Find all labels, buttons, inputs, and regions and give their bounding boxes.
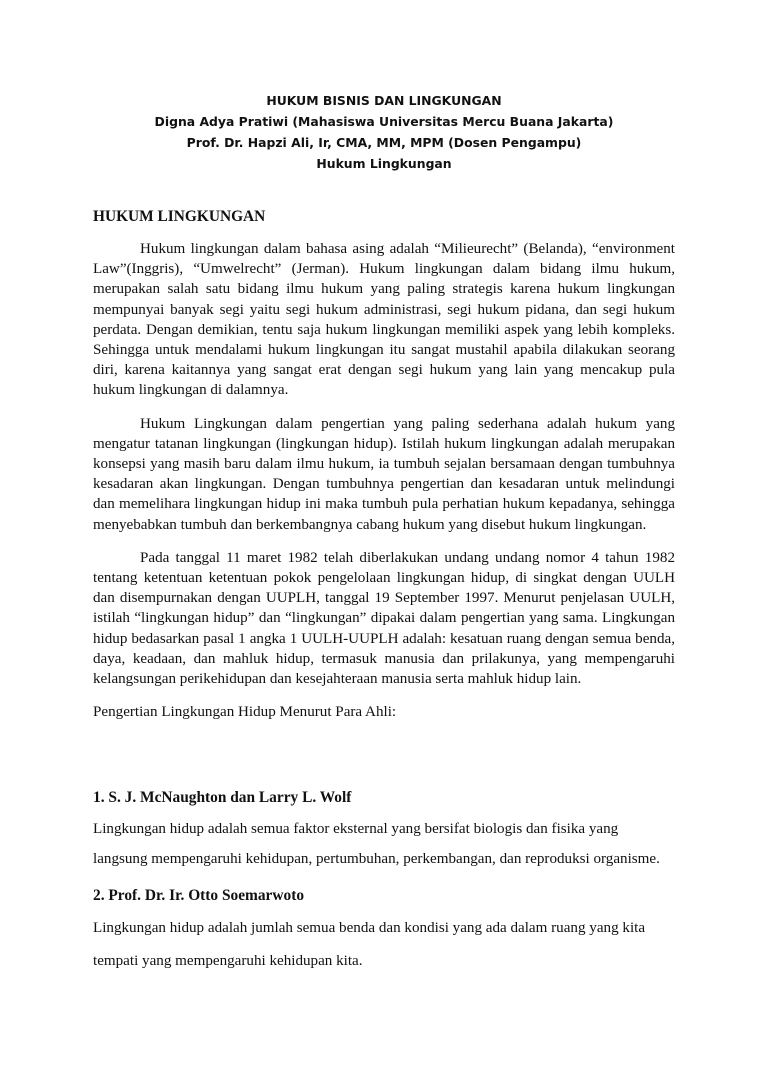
lecturer-line: Prof. Dr. Hapzi Ali, Ir, CMA, MM, MPM (Dosen Pengampu) — [186, 135, 582, 150]
body-text — [93, 239, 675, 735]
subject-line: Hukum Lingkungan — [316, 156, 452, 171]
author-line: Digna Adya Pratiwi (Mahasiswa Universitas Mercu Buana Jakarta) — [154, 114, 614, 129]
expert-1-line-2: langsung mempengaruhi kehidupan, pertumbuhan, perkembangan, dan reproduksi organisme. — [93, 851, 660, 867]
experts-intro: Pengertian Lingkungan Hidup Menurut Para Ahli: — [93, 704, 397, 721]
paragraph-1: Hukum lingkungan dalam bahasa asing adalah “Milieurecht” (Belanda), “environment Law”(Inggris), “Umwelrecht” (Jerman). Hukum lingkungan dalam bidang ilmu hukum, merupakan salah satu bidang ilmu hukum yang paling strategis karena hukum lingkungan mempunyai banyak segi yaitu segi hukum administrasi, segi hukum pidana, dan segi hukum perdata. Dengan demikian, tentu saja hukum lingkungan memiliki aspek yang lebih kompleks. Sehingga untuk mendalami hukum lingkungan itu sangat mustahil apabila dilakukan seorang diri, karena kaitannya yang sangat erat dengan segi hukum yang lain yang mencakup pula hukum lingkungan di dalamnya. — [93, 241, 675, 399]
expert-1-line-1: Lingkungan hidup adalah semua faktor eksternal yang bersifat biologis dan fisika yang — [93, 821, 619, 837]
document-header — [93, 90, 675, 174]
section-title: HUKUM LINGKUNGAN — [93, 208, 266, 225]
document-title: HUKUM BISNIS DAN LINGKUNGAN — [266, 93, 502, 108]
paragraph-2: Hukum Lingkungan dalam pengertian yang paling sederhana adalah hukum yang mengatur tatanan lingkungan (lingkungan hidup). Istilah hukum lingkungan adalah merupakan konsepsi yang masih baru dalam ilmu hukum, ia tumbuh sejalan bersamaan dengan tumbuhnya kesadaran akan lingkungan. Dengan tumbuhnya pengertian dan kesadaran untuk melindungi dan memelihara lingkungan hidup ini maka tumbuh pula perhatian hukum kepadanya, sehingga menyebabkan tumbuh dan berkembangnya cabang hukum yang disebut hukum lingkungan. — [93, 415, 675, 533]
paragraph-3: Pada tanggal 11 maret 1982 telah diberlakukan undang undang nomor 4 tahun 1982 tentang ketentuan ketentuan pokok pengelolaan lingkungan hidup, di singkat dengan UULH dan disempurnakan dengan UUPLH, tanggal 19 September 1997. Menurut penjelasan UULH, istilah “lingkungan hidup” dan “lingkungan” dipakai dalam pengertian yang sama. Lingkungan hidup bedasarkan pasal 1 angka 1 UULH-UUPLH adalah: kesatuan ruang dengan semua benda, daya, keadaan, dan mahluk hidup, termasuk manusia dan prilakunya, yang mempengaruhi kelangsungan perikehidupan dan kesejahteraan manusia serta mahluk hidup lain. — [93, 549, 675, 688]
expert-2-line-2: tempati yang mempengaruhi kehidupan kita. — [93, 953, 363, 969]
expert-2-line-1: Lingkungan hidup adalah jumlah semua benda dan kondisi yang ada dalam ruang yang kita — [93, 920, 646, 936]
document-page — [93, 0, 675, 1087]
expert-2-heading: 2. Prof. Dr. Ir. Otto Soemarwoto — [93, 887, 305, 904]
expert-1-heading: 1. S. J. McNaughton dan Larry L. Wolf — [93, 789, 352, 806]
